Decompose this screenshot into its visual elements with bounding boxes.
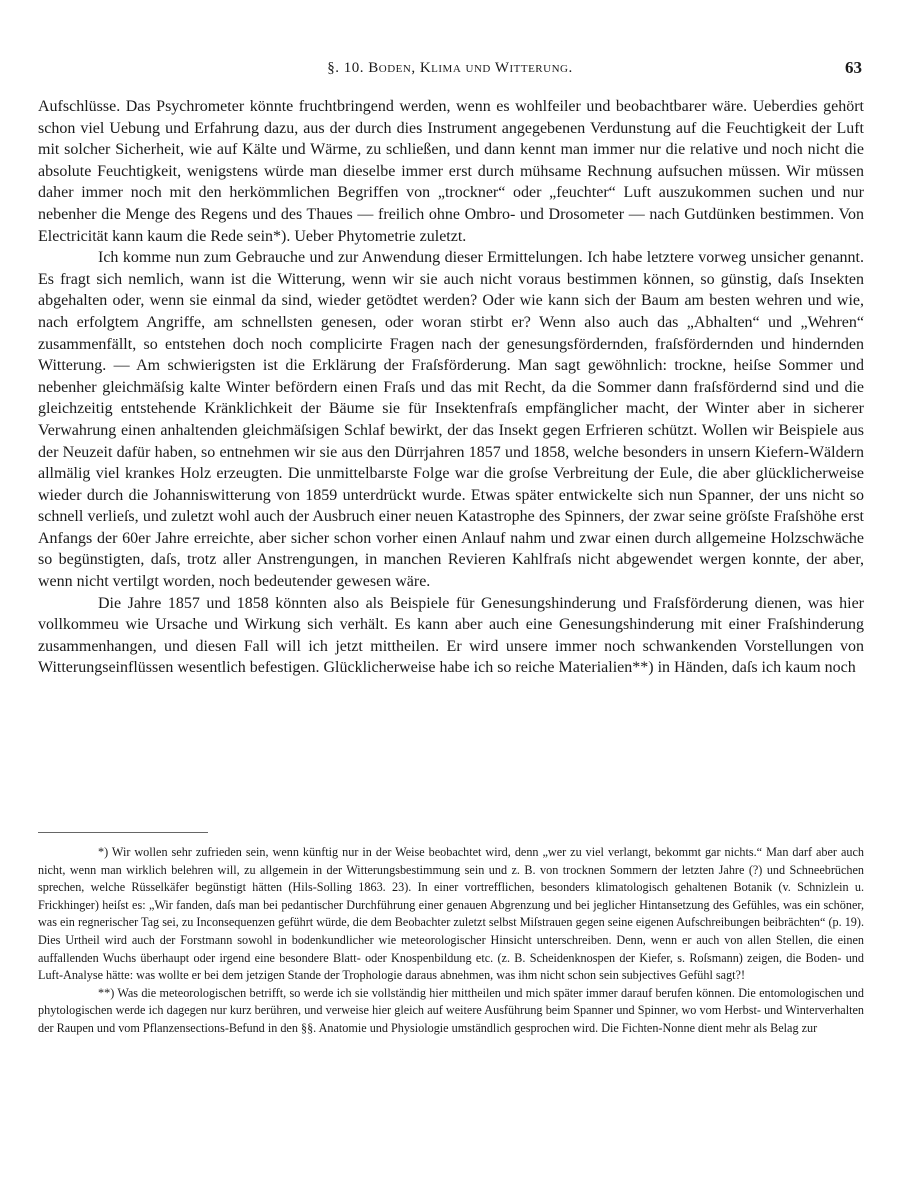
footnotes [38,844,864,1038]
paragraph: Die Jahre 1857 und 1858 könnten also als Beispiele für Genesungshinderung und Fraſsförderung dienen, was hier vollkommeu wie Ursache und Wirkung sich verhält. Es kann aber auch eine Genesungshinderung mit einer Fraſshinderung zusammenhangen, und diesen Fall will ich jetzt mittheilen. Er wird unsere immer noch schwankenden Vorstellungen von Witterungseinflüssen wesentlich befestigen. Glücklicherweise habe ich so reiche Materialien**) in Händen, daſs ich kaum noch [38,594,864,677]
body-text [38,96,864,679]
page-header [38,58,862,82]
running-title: §. 10. Boden, Klima und Witterung. [327,60,573,76]
footnote: **) Was die meteorologischen betrifft, so werde ich sie vollständig hier mittheilen und mich später immer darauf berufen können. Die entomologischen und phytologischen werde ich dagegen nur kurz berühren, und verweise hier gleich auf weitere Ausführung beim Spanner und Spinner, wo vom Herbst- und Winterverhalten der Raupen und vom Pflanzensections-Befund in den §§. Anatomie und Physiologie umständlich gesprochen wird. Die Fichten-Nonne dient mehr als Belag zur [38,985,864,1035]
paragraph: Aufschlüsse. Das Psychrometer könnte fruchtbringend werden, wenn es wohlfeiler und beobachtbarer wäre. Ueberdies gehört schon viel Uebung und Erfahrung dazu, aus der durch dies Instrument angegebenen Verdunstung auf die Feuchtigkeit der Luft mit solcher Sicherheit, wie auf Kälte und Wärme, zu schließen, und dann kennt man immer nur die relative und noch nicht die absolute Feuchtigkeit, wenigstens würde man dieselbe immer erst durch mühsame Rechnung aufsuchen müssen. Wir müssen daher immer noch mit den herkömmlichen Begriffen von „trockner“ oder „feuchter“ Luft auszukommen suchen und nur nebenher die Menge des Regens und des Thaues — freilich ohne Ombro- und Drosometer — nach Gutdünken bestimmen. Von Electricität kann kaum die Rede sein*). Ueber Phytometrie zuletzt. [38,98,864,245]
paragraph: Ich komme nun zum Gebrauche und zur Anwendung dieser Ermittelungen. Ich habe letztere vorweg unsicher genannt. Es fragt sich nemlich, wann ist die Witterung, wenn wir sie auch nicht voraus bestimmen können, so günstig, daſs Insekten abgehalten oder, wenn sie einmal da sind, wieder getödtet werden? Oder wie kann sich der Baum am besten wehren und wie, nach erfolgtem Angriffe, am schnellsten genesen, oder woran stirbt er? Wenn also auch das „Abhalten“ und „Wehren“ zusammenfällt, so entstehen doch noch complicirte Fragen nach der genesungsfördernden, fraſsfördernden und hindernden Witterung. — Am schwierigsten ist die Erklärung der Fraſsförderung. Man sagt gewöhnlich: trockne, heiſse Sommer und nebenher gleichmäſsig kalte Winter befördern einen Fraſs und das mit Recht, da die Sommer dann fraſsfördernd sind und die gleichzeitig entstehende Kränklichkeit der Bäume sie für Insektenfraſs empfänglicher macht, der Winter aber in sicherer Verwahrung einen anhaltenden gleichmäſsigen Schlaf bewirkt, der das Insekt gegen Erfrieren schützt. Wollen wir Beispiele aus der Neuzeit dafür haben, so entnehmen wir sie aus den Dürrjahren 1857 und 1858, welche besonders in unsern Kiefern-Wäldern allmälig viel krankes Holz erzeugten. Die unmittelbarste Folge war die groſse Verbreitung der Eule, die aber glücklicherweise wieder durch die Johanniswitterung von 1859 unterdrückt wurde. Etwas später entwickelte sich nun Spanner, der uns nicht so schnell verlieſs, und zuletzt wohl auch der Ausbruch einer neuen Katastrophe des Spinners, der zwar seine gröſste Fraſshöhe erst Anfangs der 60er Jahre erreichte, aber sicher schon vorher einen Anlauf nahm und zwar einen durch allgemeine Holzschwäche so begünstigten, daſs, trotz aller Anstrengungen, in manchen Revieren Kahlfraſs nicht abgewendet wergen konnte, der aber, wenn nicht vertilgt worden, noch bedeutender gewesen wäre. [38,249,864,591]
page-number: 63 [845,58,862,77]
footnote: *) Wir wollen sehr zufrieden sein, wenn künftig nur in der Weise beobachtet wird, denn „wer zu viel verlangt, bekommt gar nichts.“ Man darf aber auch nicht, wenn man wirklich belehren will, zu allgemein in der Witterungsbestimmung sein und z. B. von trocknen Sommern der letzten Jahre (?) und Schneebrüchen sprechen, welche Rüsselkäfer begünstigt hätten (Hils-Solling 1863. 23). In einer vortrefflichen, besonders klimatologisch gehaltenen Botanik (v. Schnizlein u. Frickhinger) heiſst es: „Wir fanden, daſs man bei pedantischer Durchführung einer genauen Abgrenzung und bei jeglicher Hintansetzung des Gefühles, was ein schöner, was ein regnerischer Tag sei, zu Inconsequenzen geführt würde, die dem Beobachter zuletzt selbst Miſstrauen gegen seine eigenen Aufschreibungen beibrächten“ (p. 19). Dies Urtheil wird auch der Forstmann sowohl in bodenkundlicher wie meteorologischer Hinsicht unterschreiben. Denn, wenn er auch von allen Stellen, die einen auffallenden Wuchs überhaupt oder irgend eine besondere Blatt- oder Knospenbildung etc. (z. B. Scheidenknospen der Kiefer, s. Roſsmann) zeigen, die Boden- und Luft-Analyse hätte: was wollte er bei dem jetzigen Stande der Trophologie daraus abnehmen, was ihm nicht schon sein subjectives Gefühl sagt?! [38,845,864,983]
footnote-divider [38,832,208,833]
